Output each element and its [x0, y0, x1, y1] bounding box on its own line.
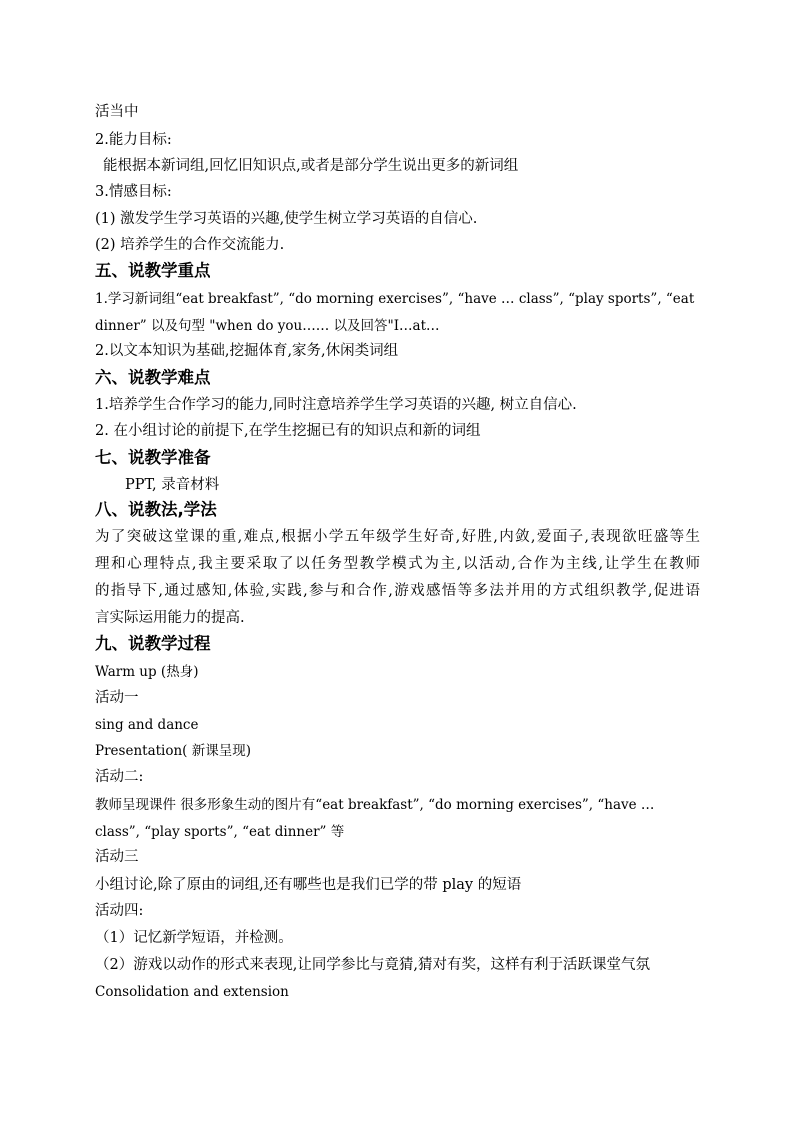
section-heading-process: 九、说教学过程 — [95, 634, 211, 653]
section-heading-methods: 八、说教法,学法 — [95, 500, 217, 519]
text-line: Consolidation and extension — [95, 984, 289, 1000]
text-line: 2. 在小组讨论的前提下,在学生挖掘已有的知识点和新的词组 — [95, 423, 481, 439]
text-line: 1.学习新词组“eat breakfast”, “do morning exercises”, “have … class”, “play sports”, “eat — [95, 291, 695, 307]
text-line: sing and dance — [95, 717, 199, 733]
text-line: 能根据本新词组,回忆旧知识点,或者是部分学生说出更多的新词组 — [103, 158, 519, 174]
paragraph-line: 的指导下,通过感知,体验,实践,参与和合作,游戏感悟等多法并用的方式组织教学,促进语 — [95, 583, 700, 599]
text-line: class”, “play sports”, “eat dinner” 等 — [95, 824, 345, 840]
ability-goal-title: 2.能力目标: — [95, 132, 172, 148]
paragraph-line: 理和心理特点,我主要采取了以任务型教学模式为主,以活动,合作为主线,让学生在教师 — [95, 556, 700, 572]
activity-title: 活动四: — [95, 903, 144, 919]
text-line: (1) 激发学生学习英语的兴趣,使学生树立学习英语的自信心. — [95, 211, 478, 227]
text-line: 活当中 — [95, 104, 139, 120]
activity-title: 活动二: — [95, 769, 144, 785]
text-line: 2.以文本知识为基础,挖掘体育,家务,休闲类词组 — [95, 343, 399, 359]
text-line: 1.培养学生合作学习的能力,同时注意培养学生学习英语的兴趣, 树立自信心. — [95, 397, 577, 413]
text-line: PPT, 录音材料 — [125, 477, 220, 493]
emotion-goal-title: 3.情感目标: — [95, 184, 172, 200]
text-line: （1）记忆新学短语，并检测。 — [95, 930, 293, 946]
section-heading-key-points: 五、说教学重点 — [95, 261, 211, 280]
text-line: （2）游戏以动作的形式来表现,让同学参比与竟猜,猜对有奖，这样有利于活跃课堂气氛 — [95, 957, 650, 973]
text-line: Presentation( 新课呈现) — [95, 743, 252, 759]
section-heading-preparation: 七、说教学准备 — [95, 448, 211, 467]
activity-title: 活动一 — [95, 690, 139, 706]
paragraph-line: 为了突破这堂课的重,难点,根据小学五年级学生好奇,好胜,内敛,爱面子,表现欲旺盛等生 — [95, 529, 700, 545]
text-line: (2) 培养学生的合作交流能力. — [95, 237, 285, 253]
text-line: dinner” 以及句型 "when do you…… 以及回答"I…at… — [95, 318, 440, 334]
text-line: 教师呈现课件 很多形象生动的图片有“eat breakfast”, “do morning exercises”, “have … — [95, 797, 655, 813]
section-heading-difficulties: 六、说教学难点 — [95, 368, 211, 387]
activity-title: 活动三 — [95, 849, 139, 865]
text-line: 小组讨论,除了原由的词组,还有哪些也是我们已学的带 play 的短语 — [95, 877, 522, 893]
paragraph-line: 言实际运用能力的提高. — [95, 610, 245, 626]
text-line: Warm up (热身) — [95, 664, 199, 680]
